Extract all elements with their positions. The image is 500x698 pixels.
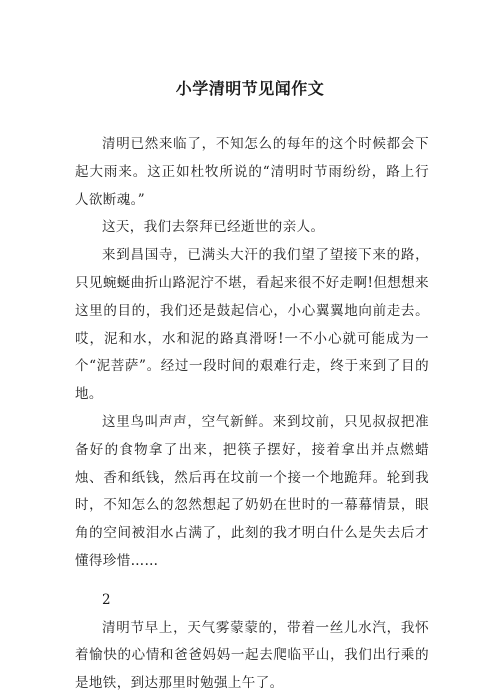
article-body (75, 131, 429, 698)
paragraph-1: 清明已然来临了，不知怎么的每年的这个时候都会下起大雨来。这正如杜牧所说的“清明时节雨纷纷，路上行人欲断魂。” (75, 136, 429, 208)
paragraph-4: 这里鸟叫声声，空气新鲜。来到坟前，只见叔叔把准备好的食物拿了出来，把筷子摆好，接着拿出并点燃蜡烛、香和纸钱，然后再在坟前一个接一个地跪拜。轮到我时，不知怎么的忽然想起了奶奶在世时的一幕幕情景，眼角的空间被泪水占满了，此刻的我才明白什么是失去后才懂得珍惜…… (75, 413, 429, 569)
paragraph-3: 来到昌国寺，已满头大汗的我们望了望接下来的路，只见蜿蜒曲折山路泥泞不堪，看起来很不好走啊!但想想来这里的目的，我们还是鼓起信心，小心翼翼地向前走去。哎，泥和水，水和泥的路真滑呀!一不小心就可能成为一个“泥菩萨”。经过一段时间的艰难行走，终于来到了目的地。 (75, 247, 429, 403)
paragraph-2: 这天，我们去祭拜已经逝世的亲人。 (102, 219, 325, 236)
section-number: 2 (102, 591, 111, 608)
page-title: 小学清明节见闻作文 (175, 79, 325, 98)
paragraph-5: 清明节早上，天气雾蒙蒙的，带着一丝儿水汽，我怀着愉快的心情和爸爸妈妈一起去爬临平山，我们出行乘的是地铁，到达那里时勉强上午了。 (75, 619, 429, 692)
